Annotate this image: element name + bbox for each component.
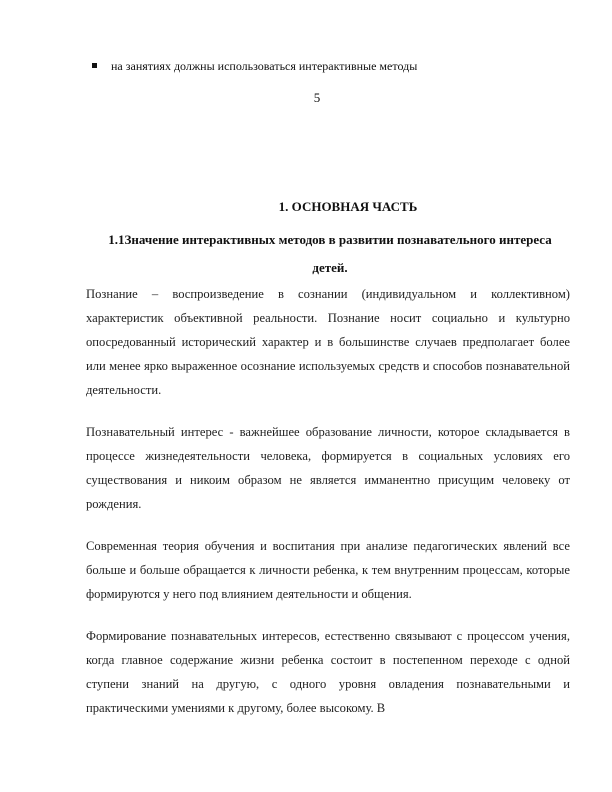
- square-bullet-icon: [92, 63, 97, 68]
- page-number: 5: [313, 90, 321, 105]
- subsection-title: 1.1Значение интерактивных методов в развитии познавательного интереса детей.: [108, 232, 552, 275]
- bullet-item-text: на занятиях должны использоваться интерактивные методы: [111, 59, 418, 73]
- section-title: 1. ОСНОВНАЯ ЧАСТЬ: [278, 199, 418, 214]
- bullet-list-item: [92, 58, 417, 74]
- paragraph-interest-formation: Формирование познавательных интересов, естественно связывают с процессом учения, когда главное содержание жизни ребенка состоит в постепенном переходе с одной ступени знаний на другую, с одного уровня овладения познавательными и практическими умениями к другому, более высокому. В: [86, 629, 570, 715]
- paragraph-cognition-definition: Познание – воспроизведение в сознании (индивидуальном и коллективном) характеристик объективной реальности. Познание носит социально и культурно опосредованный исторический характер и в большинстве случаев предполагает более или менее ярко выраженное осознание используемых средств и способов познавательной деятельности.: [86, 287, 570, 397]
- paragraph-cognitive-interest: Познавательный интерес - важнейшее образование личности, которое складывается в процессе жизнедеятельности человека, формируется в социальных условиях его существования и никоим образом не является имманентно присущим человеку от рождения.: [86, 425, 570, 511]
- paragraph-modern-theory: Современная теория обучения и воспитания при анализе педагогических явлений все больше и больше обращается к личности ребенка, к тем внутренним процессам, которые формируются у него под влиянием деятельности и общения.: [86, 539, 570, 601]
